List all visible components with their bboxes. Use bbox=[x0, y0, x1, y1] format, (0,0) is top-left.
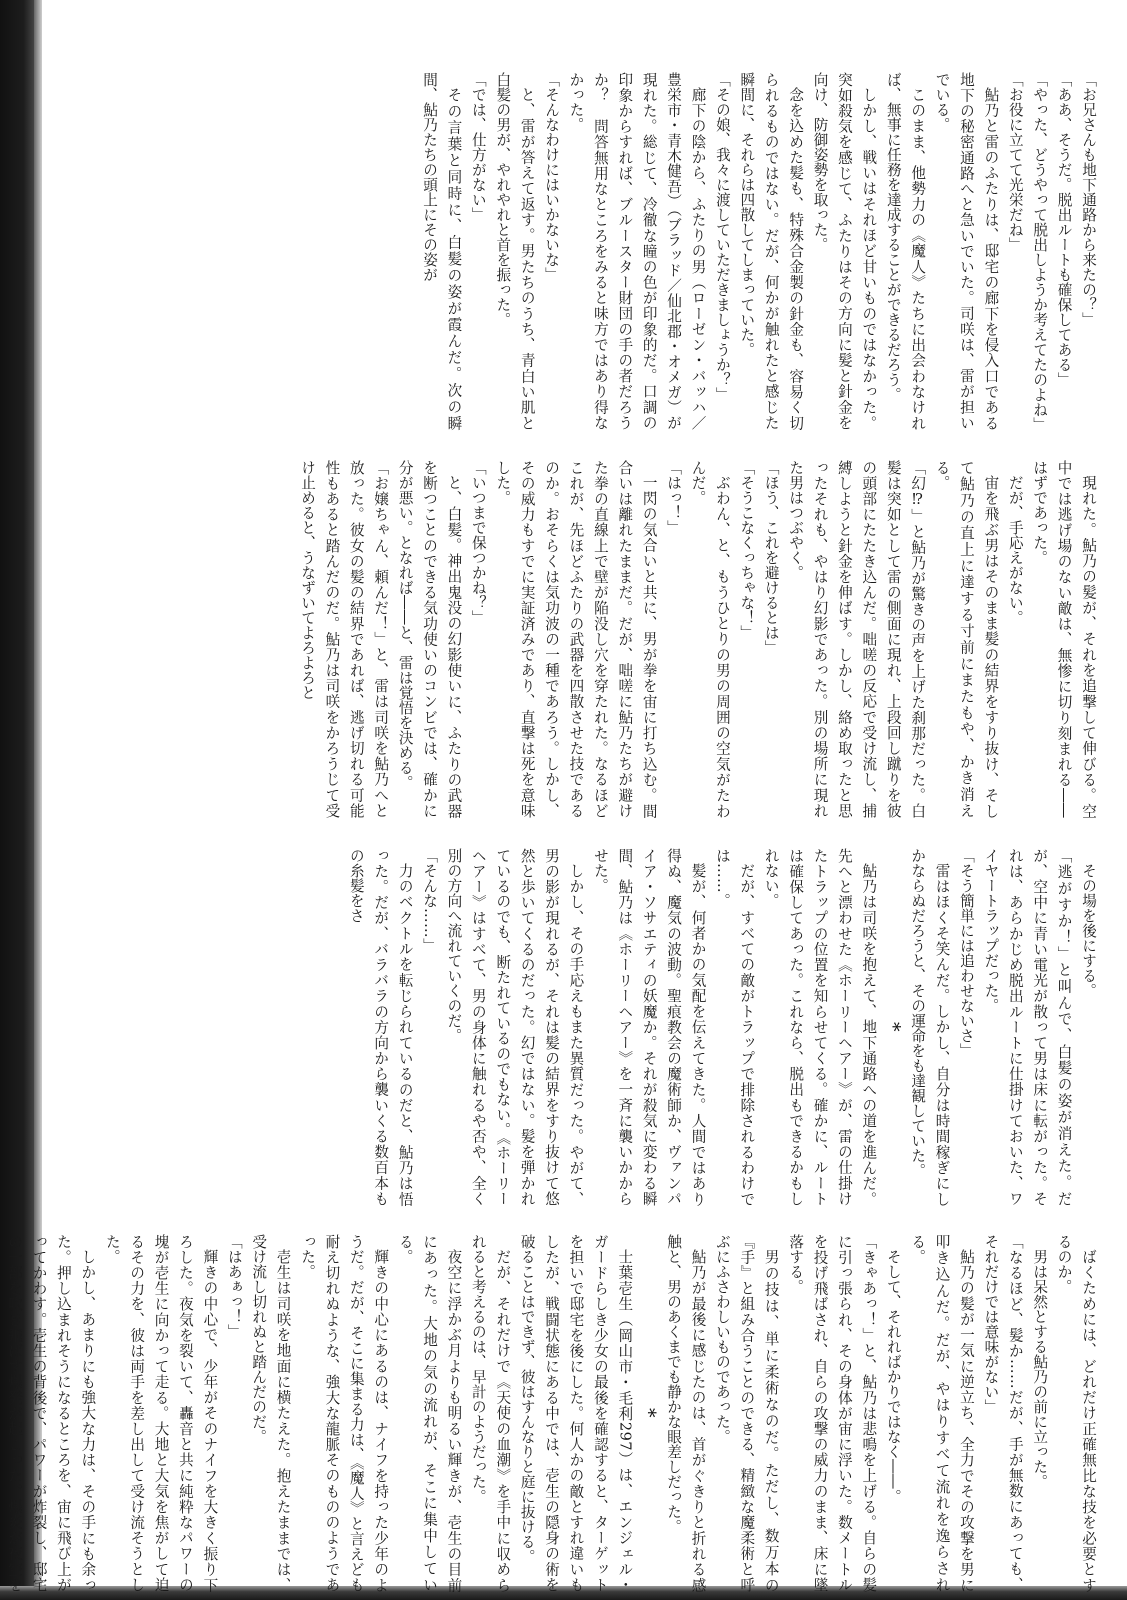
paragraph: 「はっ！」 bbox=[665, 460, 683, 535]
paragraph: その言葉と同時に、白髪の姿が霞んだ。次の瞬間、鮎乃たちの頭上にその姿が bbox=[421, 72, 463, 430]
section-separator: * bbox=[637, 1408, 660, 1418]
paragraph: ぶわん、と、もうひとりの男の周囲の空気がたわんだ。 bbox=[689, 460, 731, 818]
paragraph: 「幻⁉」と鮎乃が驚きの声を上げた刹那だった。白髪は突如として雷の側面に現れ、上段回し蹴りを彼の頭部にたたき込んだ。咄嗟の反応で受け流し、捕縛しようと針金を伸ばす。しかし、絡め取ったと思ったそれも、やはり幻影であった。別の場所に現れた男はつぶやく。 bbox=[787, 460, 927, 818]
text-tier-2 bbox=[100, 460, 1100, 818]
section-separator: * bbox=[881, 1022, 904, 1032]
paragraph: 男は呆然とする鮎乃の前に立った。 bbox=[1031, 1248, 1049, 1489]
paragraph: 鮎乃は司咲を抱えて、地下通路への道を進んだ。先へと漂わせた《ホーリーヘアー》が、雷の仕掛けたトラップの位置を知らせてくる。確かに、ルートは確保してあった。これなら、脱出もできるかもしれない。 bbox=[762, 848, 878, 1206]
paragraph: 夜空に浮かぶ月よりも明るい輝きが、壱生の目前にあった。大地の気の流れが、そこに集中している。 bbox=[396, 1234, 463, 1592]
paragraph: 一閃の気合いと共に、男が拳を宙に打ち込む。間合いは離れたままだ。だが、咄嗟に鮎乃たちが避けた拳の直線上で壁が陥没し穴を穿たれた。なるほどこれが、先ほどふたりの武器を四散させた技であるのか。おそらくは気功波の一種であろう。しかし、その威力もすでに実証済みであり、直撃は死を意味した。 bbox=[494, 460, 658, 818]
paragraph: 「そんな……」 bbox=[421, 848, 439, 953]
paragraph: だが、それだけで《天使の血潮》を手中に収められると考えるのは、早計のようだった。 bbox=[469, 1234, 512, 1592]
paragraph: 宙を飛ぶ男はそのまま髪の結界をすり抜け、そして鮎乃の直上に達する寸前にまたもや、かき消える。 bbox=[933, 460, 1000, 818]
paragraph: 「いつまで保つかね？」 bbox=[469, 460, 487, 625]
paragraph: 現れた。鮎乃の髪が、それを追撃して伸びる。空中では逃げ場のない敵は、無惨に切り刻まれる――はずであった。 bbox=[1031, 460, 1097, 818]
paragraph: 「逃がすか！」と叫んで、白髪の姿が消えた。だが、空中に青い電光が散って男は床に転がった。それは、あらかじめ脱出ルートに仕掛けておいた、ワイヤートラップだった。 bbox=[982, 848, 1073, 1206]
text-tier-4 bbox=[6, 1234, 1100, 1592]
paragraph: 「その娘、我々に渡していただきましょうか？」 bbox=[713, 72, 731, 402]
paragraph: しかし、戦いはそれほど甘いものではなかった。突如殺気を感じて、ふたりはその方向に髪と針金を向け、防御姿勢を取った。 bbox=[811, 72, 878, 430]
paragraph: 鮎乃の髪が一気に逆立ち、全力でその攻撃を男に叩き込んだ。だが、やはりすべて流れを逸らされる。 bbox=[909, 1234, 975, 1592]
text-tier-1 bbox=[100, 72, 1100, 430]
paragraph: 鮎乃と雷のふたりは、邸宅の廊下を侵入口である地下の秘密通路へと急いでいた。司咲は、雷が担いでいる。 bbox=[933, 72, 1000, 430]
paragraph: だが、手応えがない。 bbox=[1006, 474, 1024, 625]
paragraph: このまま、他勢力の《魔人》たちに出会わなければ、無事に任務を達成することができるだろう。 bbox=[884, 72, 927, 430]
paragraph: 「そうこなくっちゃな！」 bbox=[738, 460, 756, 640]
paragraph: 輝きの中心にあるのは、ナイフを持った少年のようだ。だが、そこに集まる力は、《魔人》と言えども耐え切れぬような、強大な龍脈そのもののようであった。 bbox=[299, 1234, 390, 1592]
paragraph: 「では、仕方がない」 bbox=[469, 72, 487, 222]
paragraph: 髪が、何者かの気配を伝えてきた。人間ではあり得ぬ、魔気の波動。聖痕教会の魔術師か、ヴァンパイア・ソサエティの妖魔か。それが殺気に変わる瞬間、鮎乃は《ホーリーヘアー》を一斉に襲いかからせた。 bbox=[591, 848, 707, 1206]
paragraph: しかし、その手応えもまた異質だった。やがて、男の影が現れるが、それは髪の結界をすり抜けて悠然と歩いてくるのだった。幻ではない。髪を弾かれているのでも、断たれているのでもない。《ホーリーヘアー》はすべて、男の身体に触れるや否や、全く別の方向へ流れていくのだ。 bbox=[445, 848, 585, 1206]
paragraph: 「お嬢ちゃん、頼んだ！」と、雷は司咲を鮎乃へと放った。彼女の髪の結界であれば、逃げ切れる可能性もあると踏んだのだ。鮎乃は司咲をかろうじて受け止めると、うなずいてよろよろと bbox=[299, 460, 390, 818]
paragraph: 念を込めた髪も、特殊合金製の針金も、容易く切られるものではない。だが、何かが触れたと感じた瞬間に、それらは四散してしまっていた。 bbox=[738, 72, 805, 430]
paragraph: その場を後にする。 bbox=[1080, 862, 1097, 998]
paragraph: 雷はほくそ笑んだ。しかし、自分は時間稼ぎにしかならぬだろうと、その運命をも達観していた。 bbox=[909, 848, 951, 1206]
novel-page bbox=[6, 48, 1100, 1592]
paragraph: 壱生は司咲を地面に横たえた。抱えたままでは、受け流し切れぬと踏んだのだ。 bbox=[250, 1234, 292, 1592]
paragraph: 廊下の陰から、ふたりの男（ローゼン・バッハ／豊栄市・青木健吾）（ブラッド／仙北郡・オメガ）が現れた。総じて、冷徹な瞳の色が印象的だ。口調の印象からすれば、ブルースター財団の手の者だろうか？ 問答無用なところをみると味方ではあり得なかった。 bbox=[567, 72, 707, 430]
paragraph: 「お兄さんも地下通路から来たの？」 bbox=[1080, 72, 1097, 327]
paragraph: 「ほう、これを避けるとは」 bbox=[762, 460, 780, 655]
paragraph: 「そんなわけにはいかないな」 bbox=[543, 72, 561, 282]
paragraph: 輝きの中心で、少年がそのナイフを大きく振り下ろした。夜気を裂いて、轟音と共に純粋なパワーの塊が壱生に向かって走る。大地と大気を焦がして迫るその力を、彼は両手を差し出して受け流そうとした。 bbox=[103, 1234, 219, 1592]
paragraph: 男の技は、単に柔術なのだ。ただし、数万本の『手』と組み合うことのできる、精緻な魔柔術と呼ぶにふさわしいものであった。 bbox=[713, 1234, 780, 1592]
paragraph: と、白髪。神出鬼没の幻影使いに、ふたりの武器を断つことのできる気功使いのコンビでは、確かに分が悪い。となれば――と、雷は覚悟を決める。 bbox=[396, 460, 463, 818]
paragraph: 士葉壱生（岡山市・毛利297）は、エンジェル・ガードらしき少女の最後を確認すると、ターゲットを担いで邸宅を後にした。何人かの敵とすれ違いもしたが、戦闘状態にある中では、壱生の隠身の術を破ることはできず、彼はすんなりと庭に抜ける。 bbox=[518, 1234, 634, 1592]
paragraph: と、雷が答えて返す。男たちのうち、青白い肌と白髪の男が、やれやれと首を振った。 bbox=[494, 72, 536, 430]
text-tier-3 bbox=[100, 848, 1100, 1206]
paragraph: しかし、あまりにも強大な力は、その手にも余った。押し込まれそうになるところを、宙に飛び上がってかわす。壱生の背後で、パワーが炸裂し、邸宅の一部を吹き飛ばす爆発が起こった。爆炎が夜空を bbox=[6, 1234, 97, 1592]
paragraph: だが、すべての敵がトラップで排除されるわけでは……。 bbox=[713, 848, 756, 1206]
paragraph: 「お役に立てて光栄だね」 bbox=[1006, 72, 1024, 252]
paragraph: そして、それればかりではなく――。 bbox=[884, 1248, 902, 1504]
paragraph: 「ああ、そうだ。脱出ルートも確保してある」 bbox=[1055, 72, 1073, 387]
paragraph: 「そう簡単には追わせないさ」 bbox=[957, 848, 975, 1058]
paragraph: 「やった、どうやって脱出しようか考えてたのよね」 bbox=[1031, 72, 1049, 432]
paragraph: ばくためには、どれだけ正確無比な技を必要とするのか。 bbox=[1055, 1234, 1097, 1592]
paragraph: 力のベクトルを転じられているのだと、鮎乃は悟った。だが、バラバラの方向から襲いくる数百本もの糸髪をさ bbox=[347, 848, 414, 1206]
paragraph: 「はあぁっ！」 bbox=[225, 1234, 243, 1339]
paragraph: 「きゃあっ！」と、鮎乃は悲鳴を上げる。自らの髪に引っ張られ、その身体が宙に浮いた。数メートルを投げ飛ばされ、自らの攻撃の威力のまま、床に墜落する。 bbox=[787, 1234, 878, 1592]
paragraph: 鮎乃が最後に感じたのは、首がぐきりと折れる感触と、男のあくまでも静かな眼差しだった。 bbox=[665, 1234, 707, 1592]
paragraph: 「なるほど、髪か……だが、手が無数にあっても、それだけでは意味がない」 bbox=[982, 1234, 1024, 1592]
